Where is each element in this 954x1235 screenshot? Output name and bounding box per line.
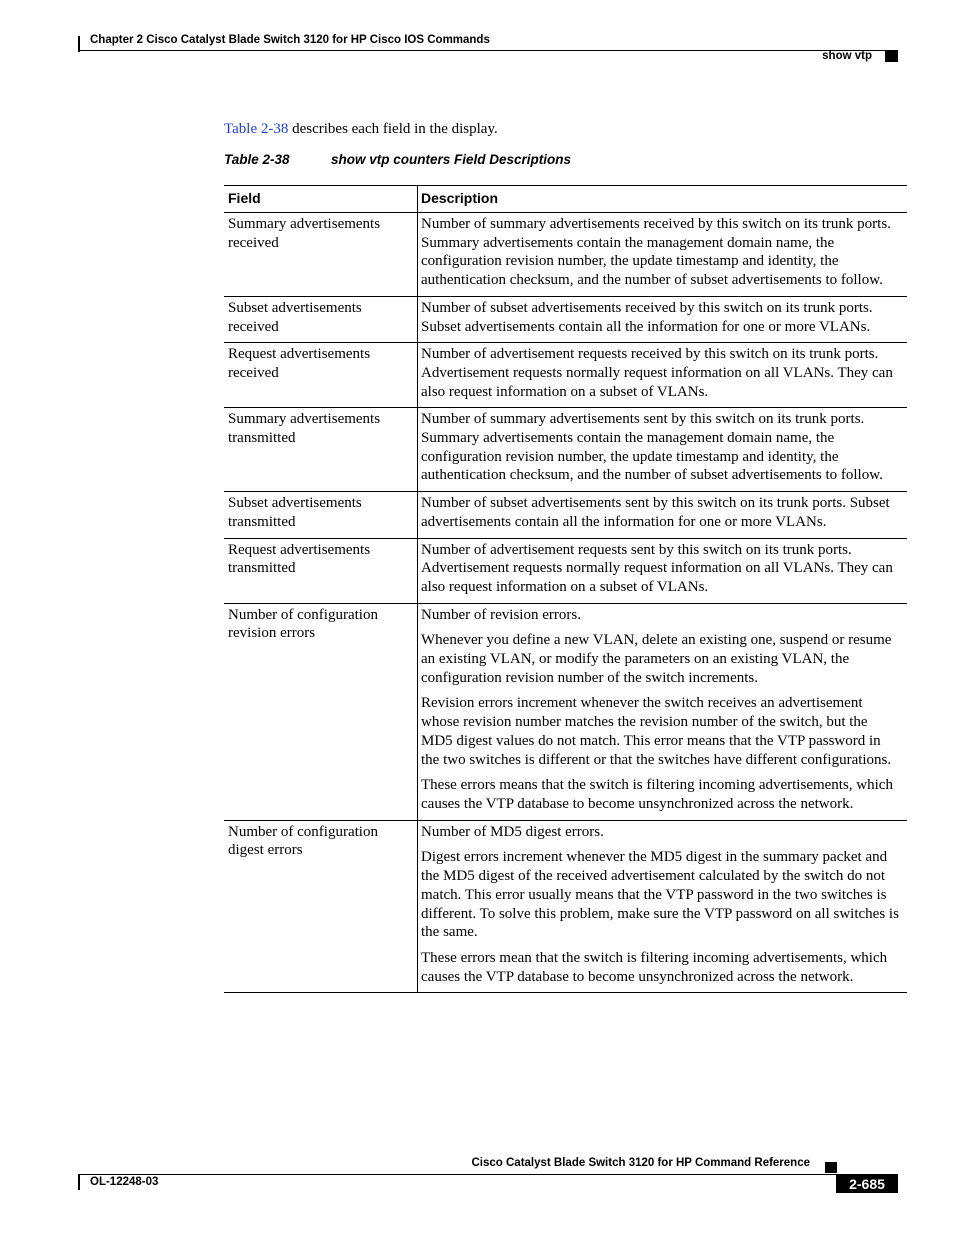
header-rule bbox=[78, 50, 898, 51]
footer-marker bbox=[825, 1162, 837, 1173]
description-paragraph: Digest errors increment whenever the MD5 digest in the summary packet and the MD5 digest of the received advertisement calculated by the switch do not match. This error usually means that the VTP password in the two switches is different. To solve this problem, make sure the VTP password on all switches is the same. bbox=[421, 849, 899, 941]
description-paragraph: Number of MD5 digest errors. bbox=[421, 823, 604, 840]
description-paragraph: Number of subset advertisements sent by this switch on its trunk ports. Subset advertisements contain all the information for one or more VLANs. bbox=[421, 495, 890, 530]
field-name-cell: Number of configuration digest errors bbox=[224, 820, 418, 993]
description-paragraph: Number of revision errors. bbox=[421, 606, 581, 623]
column-header-field: Field bbox=[224, 186, 418, 213]
field-name-cell: Subset advertisements received bbox=[224, 296, 418, 342]
table-row bbox=[224, 603, 907, 820]
intro-sentence bbox=[224, 121, 498, 138]
table-row bbox=[224, 820, 907, 993]
table-row bbox=[224, 538, 907, 603]
field-name-cell: Number of configuration revision errors bbox=[224, 603, 418, 820]
description-paragraph: Number of summary advertisements sent by this switch on its trunk ports. Summary advertisements contain the management domain name, the configuration revision number, the update timestamp and identity, the authentication checksum, and the number of subset advertisements to follow. bbox=[421, 411, 883, 484]
table-caption-title: show vtp counters Field Descriptions bbox=[331, 152, 572, 167]
section-name: show vtp bbox=[822, 50, 872, 62]
table-row bbox=[224, 408, 907, 492]
table-row bbox=[224, 492, 907, 538]
description-paragraph: Number of advertisement requests received by this switch on its trunk ports. Advertisement requests normally request information on all VLANs. They can also request information on a subset of VLANs. bbox=[421, 346, 893, 400]
description-cell bbox=[418, 492, 908, 538]
field-name-cell: Summary advertisements transmitted bbox=[224, 408, 418, 492]
chapter-title: Chapter 2 Cisco Catalyst Blade Switch 3120 for HP Cisco IOS Commands bbox=[90, 34, 490, 46]
table-header-row bbox=[224, 186, 907, 213]
table-row bbox=[224, 296, 907, 342]
field-name-cell: Request advertisements received bbox=[224, 343, 418, 408]
description-paragraph: Number of advertisement requests sent by this switch on its trunk ports. Advertisement requests normally request information on all VLANs. They can also request information on a subset of VLANs. bbox=[421, 541, 893, 595]
field-name-cell: Request advertisements transmitted bbox=[224, 538, 418, 603]
description-paragraph: These errors mean that the switch is filtering incoming advertisements, which causes the VTP database to become unsynchronized across the network. bbox=[421, 949, 888, 985]
table-reference-link[interactable]: Table 2-38 bbox=[224, 121, 289, 137]
description-cell bbox=[418, 408, 908, 492]
table-row bbox=[224, 213, 907, 297]
footer-left-rule bbox=[78, 1174, 80, 1190]
description-cell bbox=[418, 213, 908, 297]
document-number: OL-12248-03 bbox=[90, 1176, 159, 1188]
page-number: 2-685 bbox=[836, 1175, 898, 1193]
description-paragraph: Number of subset advertisements received by this switch on its trunk ports. Subset advertisements contain all the information for one or more VLANs. bbox=[421, 299, 873, 335]
field-descriptions-table bbox=[224, 185, 907, 993]
table-row bbox=[224, 343, 907, 408]
header-marker bbox=[885, 50, 898, 62]
description-paragraph: Revision errors increment whenever the switch receives an advertisement whose revision number matches the revision number of the switch, but the MD5 digest values do not match. This error means that the VTP password in the two switches is different or that the switches have different configurations. bbox=[421, 695, 892, 768]
field-name-cell: Summary advertisements received bbox=[224, 213, 418, 297]
table-caption-label: Table 2-38 bbox=[224, 152, 290, 167]
footer-rule bbox=[78, 1174, 898, 1175]
column-header-description: Description bbox=[418, 186, 908, 213]
description-paragraph: These errors means that the switch is filtering incoming advertisements, which causes the VTP database to become unsynchronized across the network. bbox=[421, 777, 893, 812]
description-cell bbox=[418, 538, 908, 603]
description-cell bbox=[418, 296, 908, 342]
table-caption bbox=[224, 152, 572, 167]
description-paragraph: Whenever you define a new VLAN, delete an existing one, suspend or resume an existing VLAN, or modify the parameters on an existing VLAN, the configuration revision number of the switch increments. bbox=[421, 632, 892, 686]
intro-text: describes each field in the display. bbox=[288, 121, 498, 137]
description-cell bbox=[418, 343, 908, 408]
footer-title: Cisco Catalyst Blade Switch 3120 for HP Command Reference bbox=[471, 1157, 810, 1169]
description-cell bbox=[418, 603, 908, 820]
description-cell bbox=[418, 820, 908, 993]
description-paragraph: Number of summary advertisements received by this switch on its trunk ports. Summary advertisements contain the management domain name, the configuration revision number, the update timestamp and identity, the authentication checksum, and the number of subset advertisements to follow. bbox=[421, 216, 891, 289]
field-name-cell: Subset advertisements transmitted bbox=[224, 492, 418, 538]
